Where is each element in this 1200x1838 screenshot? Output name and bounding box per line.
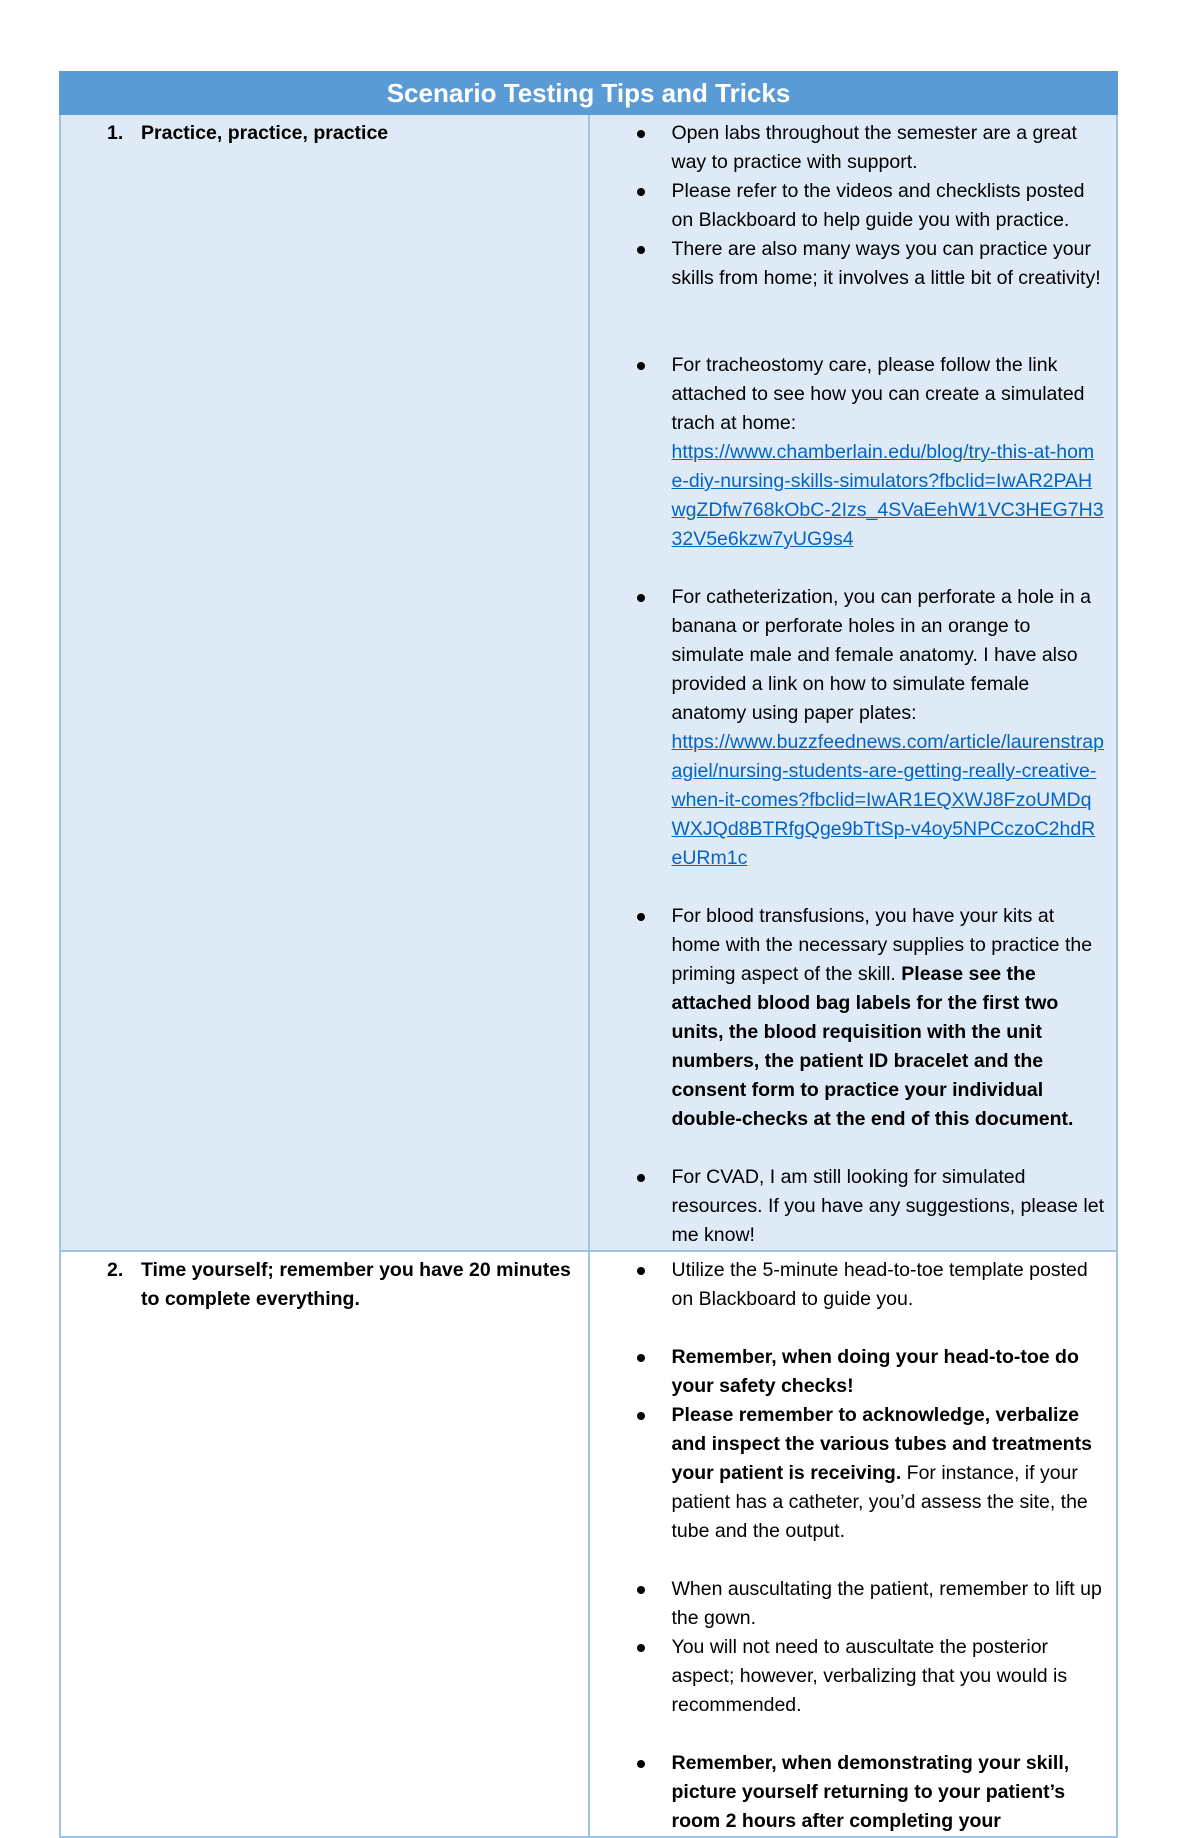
row-heading-cell [60, 1251, 589, 1837]
list-item-text: For tracheostomy care, please follow the link attached to see how you can create a simulated trach at home: [671, 354, 1085, 434]
bullet-list [590, 1252, 1117, 1836]
list-item-tail: For instance, if your patient has a catheter, you’d assess the site, the tube and the output. [671, 1462, 1088, 1542]
list-item: You will not need to auscultate the posterior aspect; however, verbalizing that you would is recommended. [636, 1633, 1105, 1720]
list-item [636, 583, 1105, 873]
table-row [60, 1251, 1117, 1837]
list-item: When auscultating the patient, remember to lift up the gown. [636, 1575, 1105, 1633]
row-bullets-cell [589, 114, 1118, 1251]
list-item [636, 902, 1105, 1134]
list-item: Remember, when doing your head-to-toe do your safety checks! [636, 1343, 1105, 1401]
row-heading-text: Practice, practice, practice [141, 122, 389, 144]
catheter-simulator-link[interactable]: https://www.buzzfeednews.com/article/laurenstrapagiel/nursing-students-are-getting-really-creative-when-it-comes?fbclid=IwAR1EQXWJ8FzoUMDqWXJQd8BTRfgQge9bTtSp-v4oy5NPCczoC2hdReURm1c [671, 731, 1104, 869]
row-heading-text: Time yourself; remember you have 20 minutes to complete everything. [141, 1259, 571, 1310]
row-bullets-cell [589, 1251, 1118, 1837]
list-item: Please refer to the videos and checklists posted on Blackboard to help guide you with practice. [636, 177, 1105, 235]
list-item [636, 351, 1105, 554]
list-item: Utilize the 5-minute head-to-toe template posted on Blackboard to guide you. [636, 1256, 1105, 1314]
blood-bold-note: Please see the attached blood bag labels for the first two units, the blood requisition with the unit numbers, the patient ID bracelet and the consent form to practice your individual double-checks at the end of this document. [671, 963, 1074, 1130]
row-heading [61, 1252, 588, 1314]
row-heading [61, 115, 588, 148]
table-title: Scenario Testing Tips and Tricks [60, 72, 1117, 114]
list-item-text: For catheterization, you can perforate a hole in a banana or perforate holes in an orange to simulate male and female anatomy. I have also provided a link on how to simulate female anatomy using paper plates: [671, 586, 1091, 724]
list-item: Remember, when demonstrating your skill, picture yourself returning to your patient’s room 2 hours after completing your [636, 1749, 1105, 1836]
trach-simulator-link[interactable]: https://www.chamberlain.edu/blog/try-this-at-home-diy-nursing-skills-simulators?fbclid=IwAR2PAHwgZDfw768kObC-2Izs_4SVaEehW1VC3HEG7H332V5e6kzw7yUG9s4 [671, 441, 1104, 550]
row-number: 1. [107, 122, 124, 144]
list-item [636, 1401, 1105, 1546]
table-row [60, 114, 1117, 1251]
list-item-text: For blood transfusions, you have your kits at home with the necessary supplies to practice the priming aspect of the skill. [671, 905, 1093, 985]
row-number: 2. [107, 1259, 124, 1281]
tips-table [59, 71, 1118, 1838]
list-item: There are also many ways you can practice your skills from home; it involves a little bit of creativity! [636, 235, 1105, 293]
list-item-text: Please remember to acknowledge, verbalize and inspect the various tubes and treatments your patient is receiving. [671, 1404, 1092, 1484]
bullet-list [590, 115, 1117, 1250]
list-item: For CVAD, I am still looking for simulated resources. If you have any suggestions, please let me know! [636, 1163, 1105, 1250]
row-heading-cell [60, 114, 589, 1251]
list-item: Open labs throughout the semester are a great way to practice with support. [636, 119, 1105, 177]
